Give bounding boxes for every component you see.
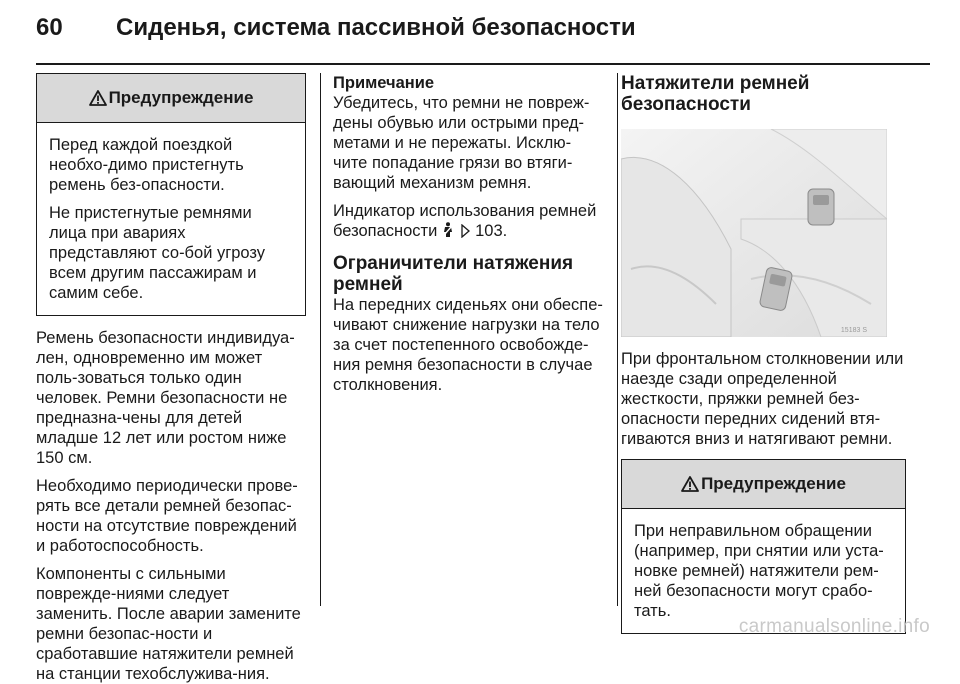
column-divider-2: [617, 73, 618, 606]
seat-illustration: [621, 129, 887, 337]
image-code: 15183 S: [840, 327, 867, 334]
note-title: Примечание: [333, 74, 435, 92]
paragraph: Компоненты с сильными поврежде-ниями следует заменить. После аварии замените ремни безопас-ности и сработавшие натяжители ремней на станции техобслужива-ния.: [36, 565, 301, 683]
indicator-paragraph: [333, 201, 603, 241]
warning-header: [622, 460, 905, 509]
pretensioner-heading: Натяжители ремней безопасности: [621, 73, 810, 115]
warning-triangle-icon: [89, 90, 107, 106]
seatbelt-icon: [442, 222, 455, 238]
warning-text: При неправильном обращении (например, при снятии или уста-новке ремней) натяжители рем-ней безопасности могут срабо-тать.: [634, 522, 884, 620]
warning-title: Предупреждение: [701, 474, 846, 493]
page-title: Сиденья, система пассивной безопасности: [116, 14, 636, 41]
header-divider: [36, 63, 930, 65]
paragraph: Ремень безопасности индивидуа-лен, одновременно им может поль-зоваться только один человек. Ремни безопасности не предназна-чены для детей младше 12 лет или ростом ниже 150 см.: [36, 329, 295, 467]
warning-header: [37, 74, 305, 123]
note-text: Убедитесь, что ремни не повреж-дены обувью или острыми пред-метами и не пережаты. Исклю-чите попадание грязи во втяги-вающий механизм ремня.: [333, 94, 590, 192]
indicator-page-ref: 103.: [475, 222, 508, 240]
indicator-text: Индикатор использования ремней безопасности: [333, 202, 597, 240]
warning-text: Не пристегнутые ремнями лица при авариях представляют со-бой угрозу всем другим пассажирам и самим себе.: [49, 204, 266, 302]
paragraph: Необходимо периодически прове-рять все детали ремней безопас-ности на отсутствие повреждений и работоспособность.: [36, 477, 298, 555]
limiter-heading: Ограничители натяжения ремней: [333, 253, 574, 295]
column-divider-1: [320, 73, 321, 606]
warning-box: [36, 73, 306, 316]
warning-title: Предупреждение: [108, 88, 254, 107]
limiter-text: На передних сиденьях они обеспе-чивают снижение нагрузки на тело за счет постепенного освобожде-ния ремня безопасности в случае столкновения.: [333, 296, 603, 394]
warning-body: [622, 509, 905, 633]
pretensioner-text: При фронтальном столкновении или наезде сзади определенной жесткости, пряжки ремней без-опасности передних сидений втя-гиваются вниз и натягивают ремни.: [621, 350, 904, 448]
page-reference-icon: [460, 224, 471, 238]
column-2: [333, 73, 603, 395]
seatbelt-buckle-photo: [621, 129, 887, 337]
page-number: 60: [36, 14, 63, 41]
watermark: carmanualsonline.info: [738, 616, 930, 637]
column-3: [621, 73, 906, 634]
warning-triangle-icon: [681, 476, 699, 492]
warning-text: Перед каждой поездкой необхо-димо пристегнуть ремень без-опасности.: [49, 136, 244, 194]
page-header: [36, 14, 926, 50]
warning-body: [37, 123, 305, 315]
warning-box: [621, 459, 906, 634]
column-1: [36, 73, 306, 684]
